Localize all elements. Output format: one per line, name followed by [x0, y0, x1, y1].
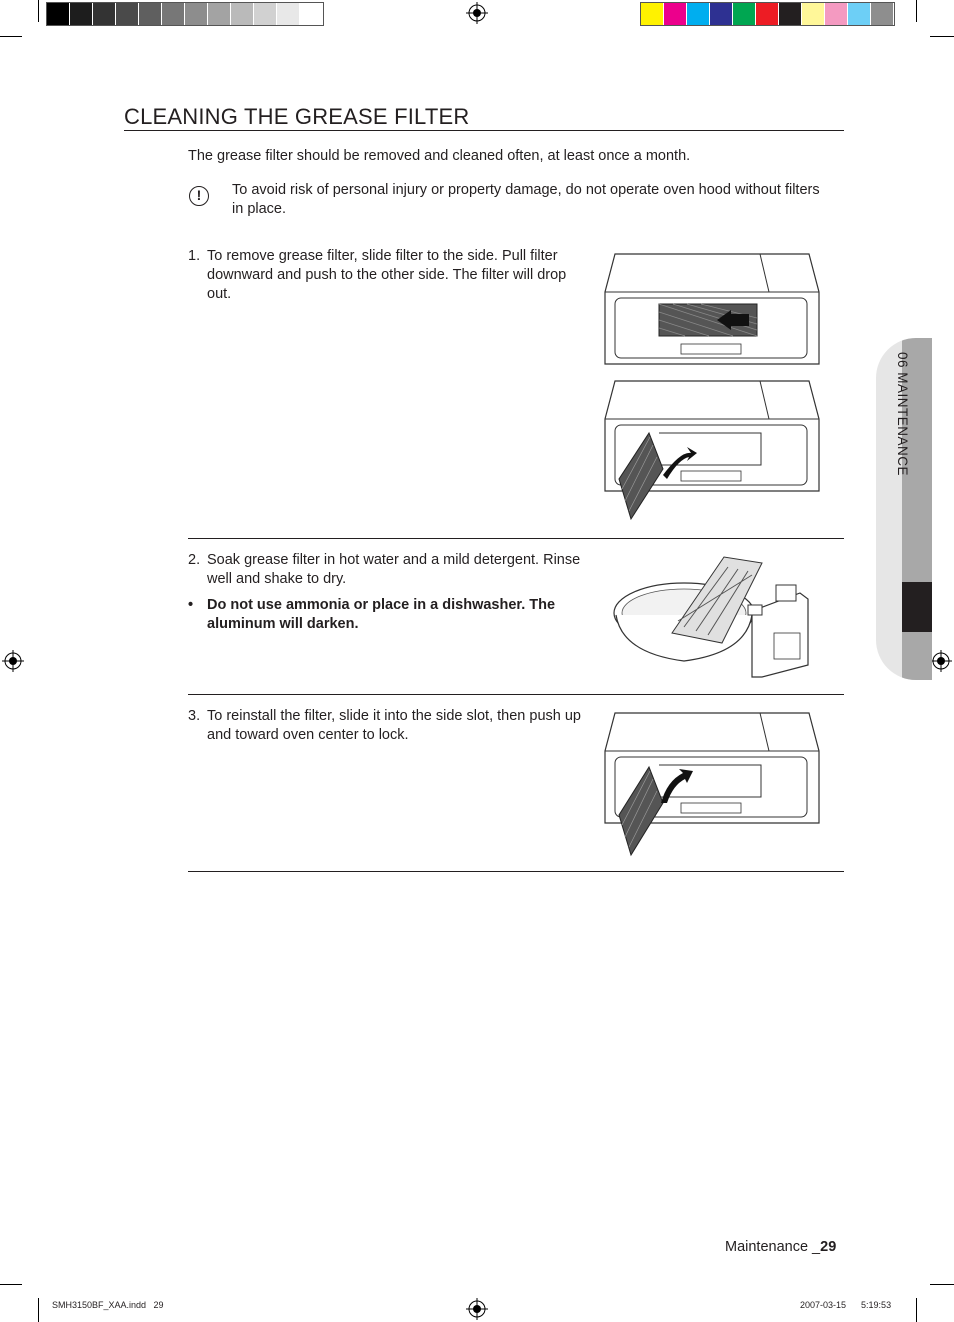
color-swatch — [47, 3, 70, 25]
color-swatch — [93, 3, 116, 25]
registration-target-icon — [930, 650, 952, 672]
step-text: Soak grease filter in hot water and a mild detergent. Rinse well and shake to dry. — [207, 552, 581, 587]
registration-target-icon — [466, 2, 488, 24]
section-divider — [188, 871, 844, 872]
chapter-tab-label: 06 MAINTENANCE — [895, 352, 910, 477]
color-swatch — [733, 3, 756, 25]
color-swatch — [70, 3, 93, 25]
color-swatch — [848, 3, 871, 25]
section-title: CLEANING THE GREASE FILTER — [124, 104, 470, 129]
crop-mark — [0, 1284, 22, 1285]
step-text: To reinstall the filter, slide it into the side slot, then push up and toward oven center to lock. — [207, 708, 581, 743]
crop-mark — [916, 0, 917, 22]
color-swatch — [687, 3, 710, 25]
timestamp-slug: 2007-03-15 5:19:53 — [800, 1300, 892, 1310]
crop-mark — [930, 1284, 954, 1285]
color-swatch — [825, 3, 848, 25]
color-swatch — [277, 3, 300, 25]
color-swatch — [208, 3, 231, 25]
section-divider — [188, 694, 844, 695]
color-swatch — [710, 3, 733, 25]
color-swatch — [139, 3, 162, 25]
crop-mark — [38, 1298, 39, 1322]
step-3 — [188, 707, 588, 745]
page-number: 29 — [820, 1239, 837, 1255]
step-number: 1. — [188, 248, 201, 264]
color-swatch — [641, 3, 664, 25]
color-swatch — [802, 3, 825, 25]
color-swatch — [871, 3, 894, 25]
bullet-text: Do not use ammonia or place in a dishwasher. The aluminum will darken. — [207, 597, 556, 632]
page-footer — [725, 1239, 836, 1255]
color-swatch — [162, 3, 185, 25]
color-swatch — [300, 3, 323, 25]
registration-target-icon — [2, 650, 24, 672]
footer-label: Maintenance _ — [725, 1239, 821, 1255]
color-swatch — [231, 3, 254, 25]
color-bar — [640, 2, 895, 26]
color-swatch — [116, 3, 139, 25]
color-swatch — [756, 3, 779, 25]
step-1 — [188, 247, 588, 304]
crop-mark — [38, 0, 39, 22]
bullet-mark: • — [188, 597, 194, 613]
step-text: To remove grease filter, slide filter to the side. Pull filter downward and push to the other side. The filter will drop out. — [207, 248, 567, 302]
step-number: 3. — [188, 708, 201, 724]
section-divider — [188, 538, 844, 539]
hood-filter-drop-illustration — [603, 379, 821, 525]
intro-text: The grease filter should be removed and cleaned often, at least once a month. — [188, 148, 691, 164]
registration-target-icon — [466, 1298, 488, 1320]
bullet-note — [188, 596, 588, 634]
crop-mark — [930, 36, 954, 37]
caution-icon: ! — [189, 186, 209, 206]
crop-mark — [916, 1298, 917, 1322]
step-2 — [188, 551, 588, 589]
crop-mark — [0, 36, 22, 37]
color-swatch — [779, 3, 802, 25]
color-swatch — [254, 3, 277, 25]
color-swatch — [664, 3, 687, 25]
file-slug: SMH3150BF_XAA.indd 29 — [52, 1300, 164, 1310]
color-swatch — [185, 3, 208, 25]
warning-text: To avoid risk of personal injury or property damage, do not operate oven hood without filters in place. — [232, 182, 820, 217]
grayscale-bar — [46, 2, 324, 26]
hood-filter-slide-illustration — [603, 252, 821, 368]
hood-filter-reinstall-illustration — [603, 711, 821, 857]
title-rule — [124, 130, 844, 131]
soak-filter-illustration — [612, 553, 812, 679]
step-number: 2. — [188, 552, 201, 568]
